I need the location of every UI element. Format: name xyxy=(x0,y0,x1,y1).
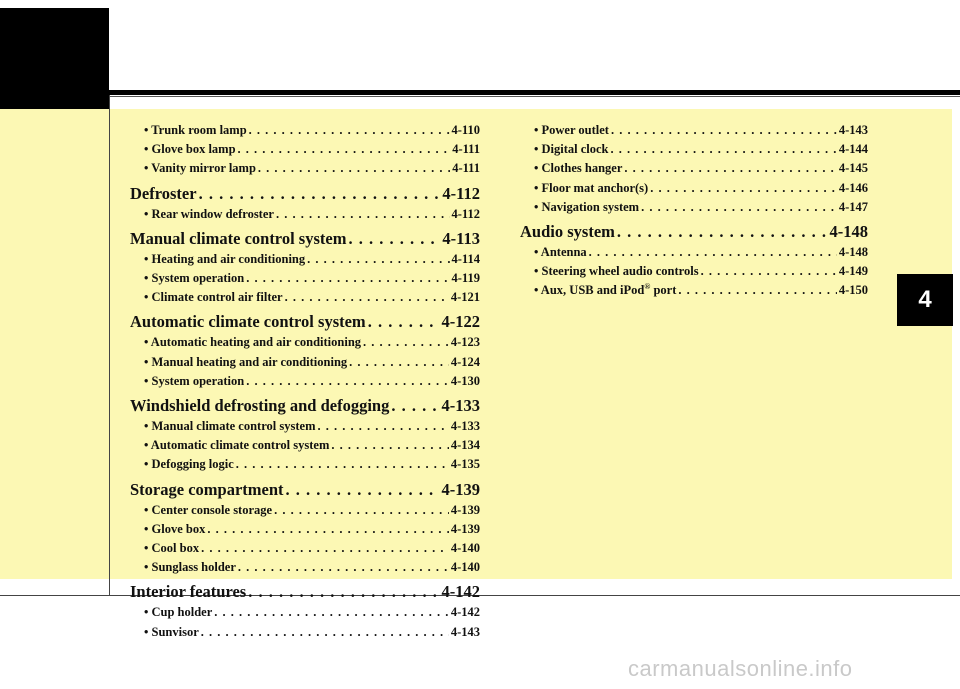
toc-entry-label: Windshield defrosting and defogging xyxy=(130,396,390,415)
header-thin-rule xyxy=(109,96,960,97)
toc-entry-label: • Heating and air conditioning xyxy=(144,251,306,266)
toc-item-entry[interactable] xyxy=(130,271,480,286)
toc-entry-label: • Vanity mirror lamp xyxy=(144,161,256,176)
toc-page-number: 4-140 xyxy=(450,541,480,555)
toc-page-number: 4-130 xyxy=(450,373,480,388)
toc-entry-label: • Center console storage xyxy=(144,502,273,517)
toc-entry-label: • Digital clock xyxy=(534,142,609,157)
toc-entry-label: • Trunk room lamp xyxy=(144,123,247,137)
toc-entry-label: • Sunvisor xyxy=(144,624,199,639)
registered-mark: ® xyxy=(644,282,651,292)
toc-entry-label: Storage compartment xyxy=(130,479,284,499)
toc-entry-label: Audio system xyxy=(520,222,615,241)
toc-section-entry[interactable] xyxy=(520,222,868,242)
toc-entry-label: Interior features xyxy=(130,582,247,602)
dot-leader xyxy=(286,480,440,500)
toc-entry-label: • Automatic heating and air conditioning xyxy=(144,335,362,350)
toc-item-entry[interactable] xyxy=(130,522,480,537)
header-rule xyxy=(109,90,960,95)
toc-page-number: 4-122 xyxy=(441,312,480,332)
toc-page-number: 4-134 xyxy=(450,438,480,453)
toc-entry-label: • Manual heating and air conditioning xyxy=(144,354,348,369)
dot-leader xyxy=(678,283,836,298)
toc-page-number: 4-139 xyxy=(441,479,480,499)
toc-page-number: 4-114 xyxy=(451,251,480,266)
dot-leader xyxy=(236,457,449,472)
toc-entry-label: • Steering wheel audio controls xyxy=(534,264,699,279)
dot-leader xyxy=(201,625,449,640)
dot-leader xyxy=(248,582,439,602)
toc-page-number: 4-133 xyxy=(450,419,480,433)
toc-entry-label: • Floor mat anchor(s) xyxy=(534,180,649,195)
dot-leader xyxy=(611,142,837,157)
toc-item-entry[interactable] xyxy=(130,560,480,575)
dot-leader xyxy=(641,200,837,215)
toc-page-number: 4-142 xyxy=(441,582,480,602)
toc-entry-label: • Manual climate control system xyxy=(144,419,316,433)
dot-leader xyxy=(349,355,449,370)
toc-page-number: 4-150 xyxy=(838,283,868,298)
toc-item-entry[interactable] xyxy=(130,123,480,138)
toc-item-entry[interactable] xyxy=(520,264,868,279)
dot-leader xyxy=(624,161,836,176)
toc-item-entry[interactable] xyxy=(520,161,868,176)
dot-leader xyxy=(246,374,449,389)
toc-entry-label: • Navigation system xyxy=(534,199,640,214)
toc-entry-label: • System operation xyxy=(144,373,245,388)
dot-leader xyxy=(238,560,449,575)
dot-leader xyxy=(246,271,449,286)
dot-leader xyxy=(207,522,449,537)
toc-item-entry[interactable] xyxy=(130,290,480,305)
toc-entry-label: Defroster xyxy=(130,183,197,203)
toc-page-number: 4-144 xyxy=(838,142,868,157)
toc-page-number: 4-121 xyxy=(450,290,480,305)
dot-leader xyxy=(317,419,448,434)
dot-leader xyxy=(199,184,441,204)
toc-entry-label: • Clothes hanger xyxy=(534,161,623,176)
toc-entry-label: • System operation xyxy=(144,271,245,285)
toc-page-number: 4-145 xyxy=(838,161,868,176)
toc-entry-label: • Defogging logic xyxy=(144,457,234,472)
toc-item-entry[interactable] xyxy=(520,123,868,138)
toc-item-entry[interactable] xyxy=(520,200,868,215)
toc-page-number: 4-111 xyxy=(452,142,480,157)
toc-item-entry[interactable] xyxy=(130,457,480,472)
toc-item-entry[interactable] xyxy=(130,541,480,556)
toc-entry-label: • Sunglass holder xyxy=(144,560,236,575)
toc-entry-label: • Glove box lamp xyxy=(144,142,236,157)
toc-item-entry[interactable] xyxy=(130,252,480,267)
dot-leader xyxy=(363,335,449,350)
toc-item-entry[interactable] xyxy=(130,355,480,370)
toc-item-entry[interactable] xyxy=(130,142,480,157)
dot-leader xyxy=(276,207,450,222)
dot-leader xyxy=(214,605,449,620)
toc-entry-label: • Cup holder xyxy=(144,605,213,620)
dot-leader xyxy=(348,229,440,249)
toc-entry-label: • Automatic climate control system xyxy=(144,438,330,453)
toc-page-number: 4-140 xyxy=(450,560,480,575)
toc-item-entry[interactable] xyxy=(130,374,480,389)
toc-page-number: 4-135 xyxy=(450,457,480,472)
toc-page-number: 4-111 xyxy=(452,161,480,176)
toc-section-entry[interactable] xyxy=(130,184,480,204)
dot-leader xyxy=(650,181,837,196)
toc-item-entry[interactable] xyxy=(130,161,480,176)
toc-page-number: 4-133 xyxy=(441,396,480,415)
toc-page-number: 4-142 xyxy=(450,605,480,620)
toc-page-number: 4-113 xyxy=(442,228,480,248)
toc-section-entry[interactable] xyxy=(130,396,480,416)
dot-leader xyxy=(617,222,828,242)
toc-item-entry[interactable] xyxy=(520,245,868,260)
dot-leader xyxy=(258,161,450,176)
dot-leader xyxy=(238,142,451,157)
toc-page-number: 4-139 xyxy=(450,502,480,517)
watermark: carmanualsonline.info xyxy=(628,656,853,681)
dot-leader xyxy=(249,123,450,138)
toc-page-number: 4-112 xyxy=(451,206,480,221)
toc-section-entry[interactable] xyxy=(130,480,480,500)
toc-page-number: 4-148 xyxy=(829,222,868,241)
toc-page-number: 4-119 xyxy=(451,271,480,285)
dot-leader xyxy=(331,438,448,453)
toc-item-entry[interactable] xyxy=(130,605,480,620)
toc-section-entry[interactable] xyxy=(130,582,480,602)
toc-item-entry[interactable] xyxy=(130,625,480,640)
dot-leader xyxy=(391,396,439,416)
toc-item-entry[interactable] xyxy=(130,419,480,434)
toc-entry-label: • Rear window defroster xyxy=(144,206,274,221)
dot-leader xyxy=(589,245,837,260)
toc-item-entry[interactable] xyxy=(520,142,868,157)
toc-page-number: 4-149 xyxy=(838,264,868,279)
corner-black-block xyxy=(0,8,109,109)
toc-entry-label: • Glove box xyxy=(144,521,206,536)
toc-page-number: 4-124 xyxy=(450,354,480,369)
toc-entry-label: • Cool box xyxy=(144,541,200,555)
dot-leader xyxy=(201,541,449,556)
dot-leader xyxy=(274,503,449,518)
toc-entry-label: • Climate control air filter xyxy=(144,290,283,305)
toc-entry-label: Automatic climate control system xyxy=(130,312,366,332)
chapter-tab[interactable]: 4 xyxy=(897,274,953,326)
toc-section-entry[interactable] xyxy=(130,229,480,249)
toc-page-number: 4-146 xyxy=(838,180,868,195)
dot-leader xyxy=(307,252,449,267)
toc-entry-label-suffix: port xyxy=(650,283,677,298)
margin-line xyxy=(109,95,110,595)
dot-leader xyxy=(368,312,440,332)
toc-entry-label: • Power outlet xyxy=(534,123,609,137)
toc-page-number: 4-147 xyxy=(838,199,868,214)
toc-page-number: 4-143 xyxy=(838,123,868,137)
toc-page-number: 4-139 xyxy=(450,521,480,536)
toc-page-number: 4-123 xyxy=(450,335,480,350)
toc-item-entry[interactable] xyxy=(130,438,480,453)
toc-entry-label: • Aux, USB and iPod® port xyxy=(534,282,677,298)
toc-item-entry[interactable] xyxy=(130,503,480,518)
toc-entry-label: • Antenna xyxy=(534,245,587,259)
toc-page-number: 4-148 xyxy=(838,245,868,259)
toc-section-entry[interactable] xyxy=(130,312,480,332)
dot-leader xyxy=(701,264,837,279)
toc-page-number: 4-112 xyxy=(442,183,480,203)
toc-item-entry[interactable] xyxy=(130,207,480,222)
toc-page-number: 4-110 xyxy=(451,123,480,137)
toc-entry-label: Manual climate control system xyxy=(130,228,347,248)
toc-item-entry[interactable] xyxy=(520,283,868,298)
toc-page-number: 4-143 xyxy=(450,624,480,639)
dot-leader xyxy=(611,123,837,138)
toc-item-entry[interactable] xyxy=(130,335,480,350)
dot-leader xyxy=(285,290,449,305)
toc-item-entry[interactable] xyxy=(520,181,868,196)
